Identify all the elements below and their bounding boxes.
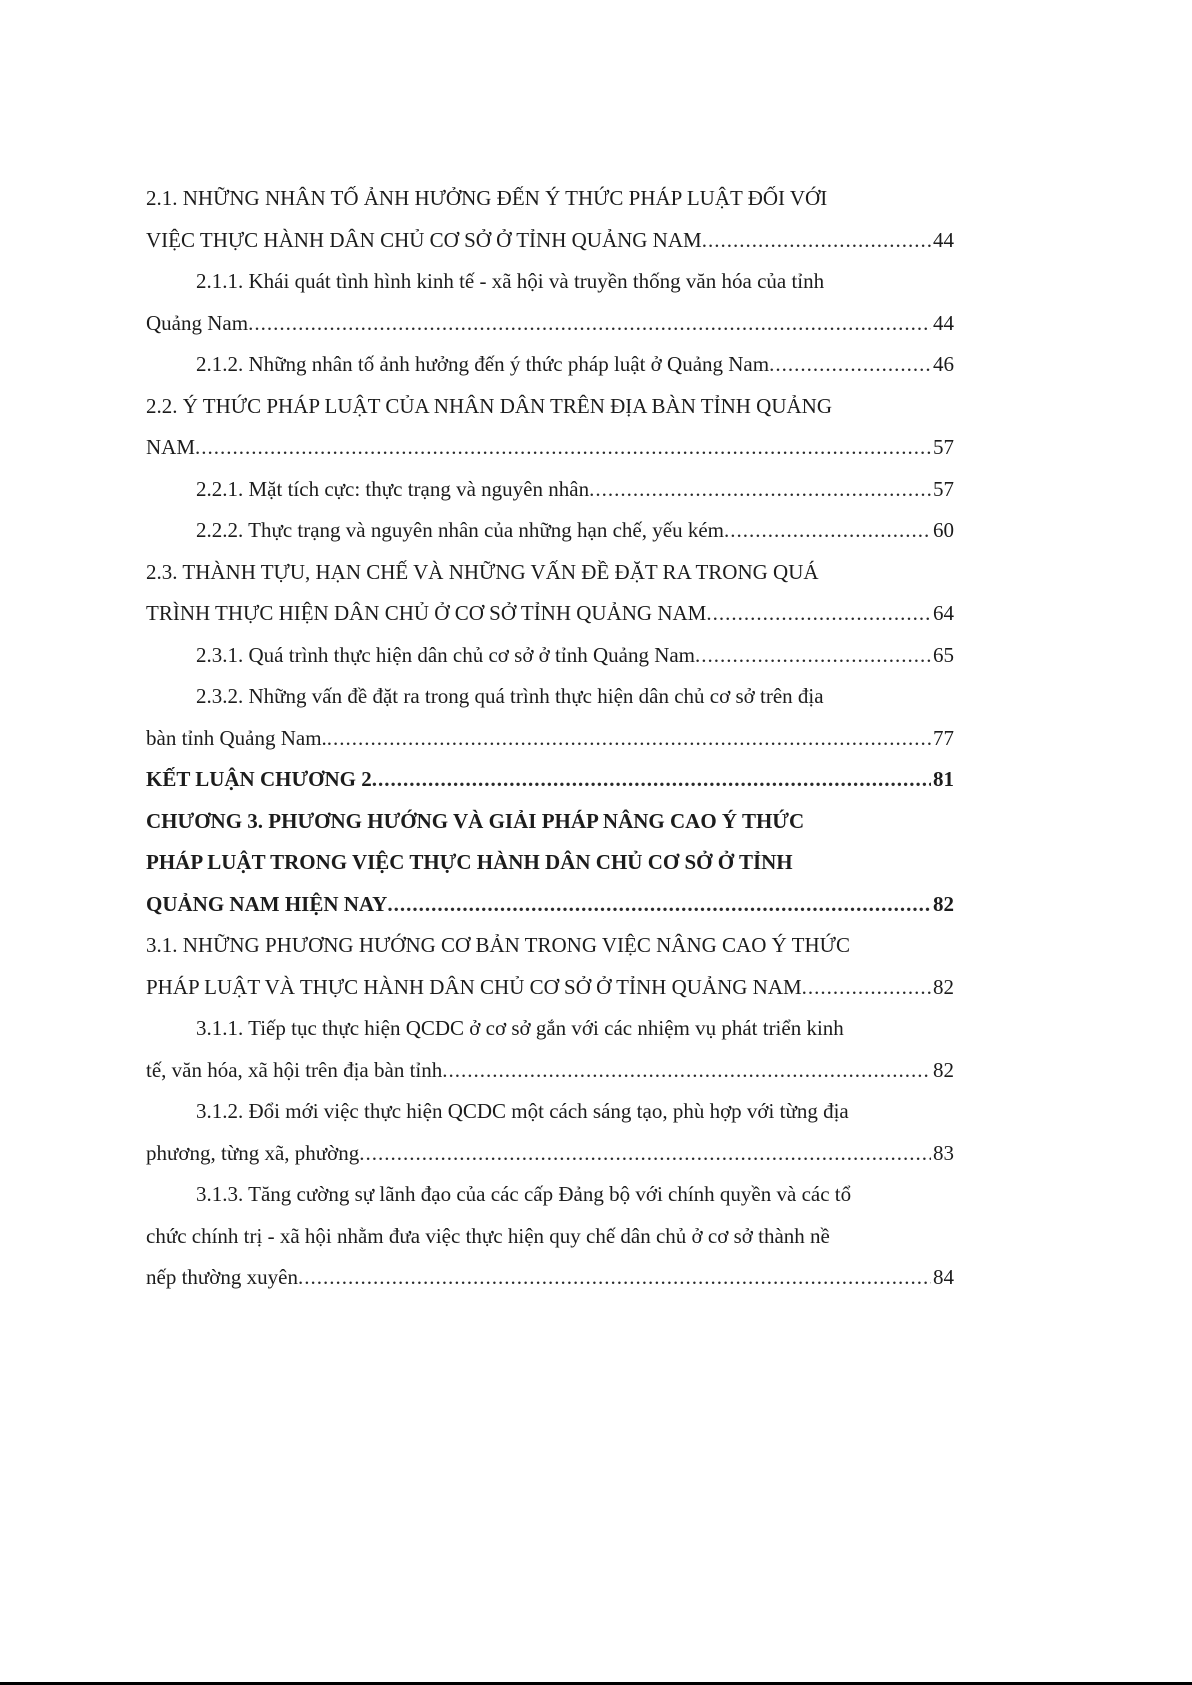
toc-entry-text: 2.2.2. Thực trạng và nguyên nhân của những hạn chế, yếu kém (196, 518, 724, 542)
toc-entry-2-1[interactable] (146, 178, 954, 261)
page-number: 77 (933, 725, 954, 750)
toc-entry-chapter-3[interactable] (146, 801, 954, 926)
toc-entry-text: 2.2. Ý THỨC PHÁP LUẬT CỦA NHÂN DÂN TRÊN ĐỊA BÀN TỈNH QUẢNG (146, 393, 832, 418)
page-number: 57 (933, 435, 954, 459)
toc-entry-text: 2.3. THÀNH TỰU, HẠN CHẾ VÀ NHỮNG VẤN ĐỀ ĐẶT RA TRONG QUÁ (146, 559, 819, 584)
page-number: 82 (933, 1057, 954, 1082)
leader-dots (802, 967, 931, 1009)
toc-entry-2-2-1[interactable] (146, 469, 954, 511)
page-number: 83 (933, 1140, 954, 1165)
leader-dots (359, 1133, 931, 1175)
table-of-contents (146, 178, 954, 1299)
toc-entry-text: 3.1.2. Đổi mới việc thực hiện QCDC một cách sáng tạo, phù hợp với từng địa (196, 1099, 849, 1123)
toc-entry-text: nếp thường xuyên (146, 1265, 298, 1289)
toc-entry-text: 2.1. NHỮNG NHÂN TỐ ẢNH HƯỞNG ĐẾN Ý THỨC PHÁP LUẬT ĐỐI VỚI (146, 186, 828, 210)
leader-dots (769, 344, 931, 386)
toc-entry-3-1[interactable] (146, 925, 954, 1008)
toc-entry-text: 3.1.1. Tiếp tục thực hiện QCDC ở cơ sở gắn với các nhiệm vụ phát triển kinh (196, 1016, 844, 1040)
toc-entry-text: 2.2.1. Mặt tích cực: thực trạng và nguyên nhân (196, 476, 590, 501)
toc-entry-text: 3.1.3. Tăng cường sự lãnh đạo của các cấp Đảng bộ với chính quyền và các tổ (196, 1182, 852, 1206)
toc-entry-text: CHƯƠNG 3. PHƯƠNG HƯỚNG VÀ GIẢI PHÁP NÂNG CAO Ý THỨC (146, 808, 805, 833)
leader-dots (442, 1050, 931, 1092)
page-number: 64 (933, 601, 954, 625)
toc-entry-text: 3.1. NHỮNG PHƯƠNG HƯỚNG CƠ BẢN TRONG VIỆC NÂNG CAO Ý THỨC (146, 933, 850, 957)
page-number: 57 (933, 476, 954, 501)
page-number: 84 (933, 1265, 954, 1289)
toc-entry-3-1-3[interactable] (146, 1174, 954, 1299)
page-number: 65 (933, 642, 954, 667)
toc-entry-text: 2.3.1. Quá trình thực hiện dân chủ cơ sở ở tỉnh Quảng Nam (196, 642, 696, 667)
toc-entry-text: phương, từng xã, phường (146, 1140, 360, 1165)
toc-entry-text: VIỆC THỰC HÀNH DÂN CHỦ CƠ SỞ Ở TỈNH QUẢNG NAM (146, 227, 702, 252)
toc-entry-2-2[interactable] (146, 386, 954, 469)
leader-dots (706, 593, 931, 635)
toc-entry-2-3[interactable] (146, 552, 954, 635)
toc-entry-text: 2.3.2. Những vấn đề đặt ra trong quá trình thực hiện dân chủ cơ sở trên địa (196, 684, 824, 708)
toc-entry-text: 2.1.2. Những nhân tố ảnh hưởng đến ý thức pháp luật ở Quảng Nam (196, 352, 770, 376)
leader-dots (372, 759, 931, 801)
page-number: 44 (933, 310, 954, 335)
toc-entry-text: QUẢNG NAM HIỆN NAY (146, 891, 388, 916)
toc-entry-text: KẾT LUẬN CHƯƠNG 2 (146, 767, 372, 791)
leader-dots (248, 303, 931, 345)
toc-entry-text: PHÁP LUẬT TRONG VIỆC THỰC HÀNH DÂN CHỦ CƠ SỞ Ở TỈNH (146, 850, 793, 874)
leader-dots (695, 635, 931, 677)
toc-entry-3-1-2[interactable] (146, 1091, 954, 1174)
page-number: 46 (933, 352, 954, 376)
toc-entry-3-1-1[interactable] (146, 1008, 954, 1091)
toc-entry-text: NAM (146, 435, 196, 459)
page-number: 44 (933, 227, 954, 252)
page-number: 81 (933, 767, 954, 791)
toc-entry-2-3-1[interactable] (146, 635, 954, 677)
page-number: 60 (933, 518, 954, 542)
leader-dots (195, 427, 931, 469)
leader-dots (589, 469, 931, 511)
toc-entry-2-2-2[interactable] (146, 510, 954, 552)
leader-dots (724, 510, 931, 552)
page-number: 82 (933, 891, 954, 916)
leader-dots (298, 1257, 931, 1299)
toc-entry-2-1-2[interactable] (146, 344, 954, 386)
leader-dots (702, 220, 931, 262)
leader-dots (387, 884, 931, 926)
toc-entry-text: tế, văn hóa, xã hội trên địa bàn tỉnh (146, 1057, 443, 1082)
toc-entry-text: chức chính trị - xã hội nhằm đưa việc thực hiện quy chế dân chủ ở cơ sở thành nề (146, 1223, 830, 1248)
toc-entry-text: PHÁP LUẬT VÀ THỰC HÀNH DÂN CHỦ CƠ SỞ Ở TỈNH QUẢNG NAM (146, 974, 802, 999)
toc-entry-text: Quảng Nam (146, 310, 249, 335)
toc-entry-text: TRÌNH THỰC HIỆN DÂN CHỦ Ở CƠ SỞ TỈNH QUẢNG NAM (146, 601, 707, 625)
toc-entry-text: bàn tỉnh Quảng Nam. (146, 725, 327, 750)
toc-entry-2-1-1[interactable] (146, 261, 954, 344)
leader-dots (327, 718, 931, 760)
toc-entry-2-3-2[interactable] (146, 676, 954, 759)
toc-entry-text: 2.1.1. Khái quát tình hình kinh tế - xã hội và truyền thống văn hóa của tỉnh (196, 269, 825, 293)
page-number: 82 (933, 974, 954, 999)
toc-entry-conclusion-ch2[interactable] (146, 759, 954, 801)
